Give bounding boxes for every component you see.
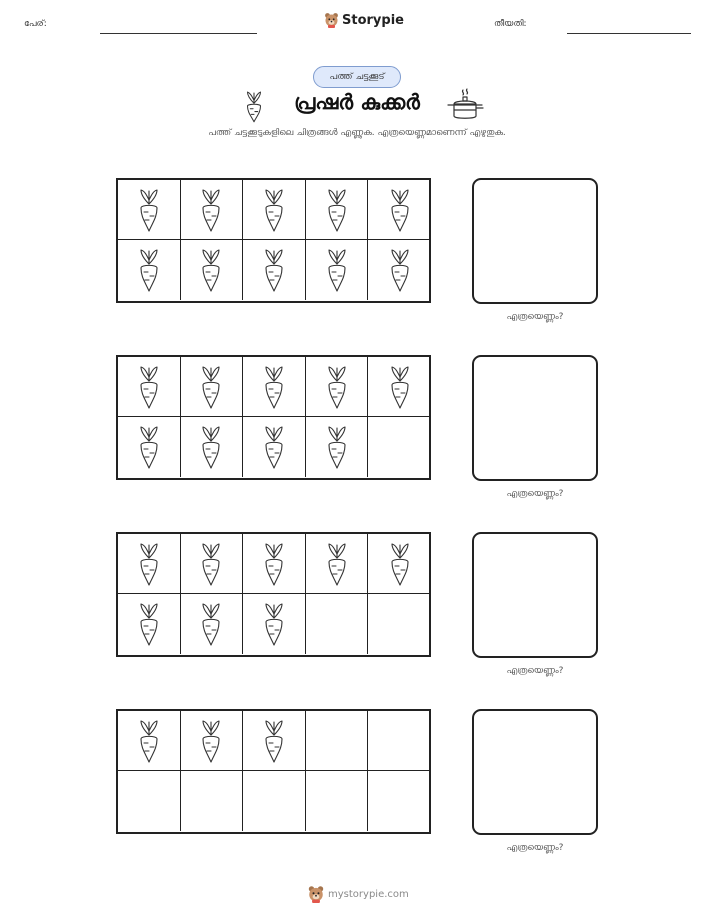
ten-frame-cell	[118, 180, 181, 240]
ten-frame-cell	[118, 771, 181, 831]
ten-frame-cell	[243, 534, 306, 594]
ten-frame-cell	[368, 711, 431, 771]
radish-icon	[135, 424, 163, 470]
radish-icon	[197, 424, 225, 470]
radish-icon	[260, 424, 288, 470]
ten-frame	[116, 355, 431, 480]
answer-box[interactable]	[472, 532, 598, 658]
name-line[interactable]	[100, 33, 257, 34]
ten-frame-cell	[118, 357, 181, 417]
radish-icon	[197, 187, 225, 233]
radish-icon	[135, 541, 163, 587]
radish-icon	[135, 247, 163, 293]
radish-icon	[323, 187, 351, 233]
radish-icon	[386, 364, 414, 410]
ten-frame-cell	[368, 357, 431, 417]
answer-box[interactable]	[472, 709, 598, 835]
ten-frame-cell	[243, 594, 306, 654]
radish-icon	[260, 541, 288, 587]
ten-frame-cell	[368, 534, 431, 594]
radish-icon	[135, 601, 163, 647]
name-label: പേര്:	[24, 19, 47, 29]
pressure-cooker-icon	[445, 86, 485, 122]
radish-icon	[197, 601, 225, 647]
radish-icon	[241, 89, 267, 123]
radish-icon	[386, 187, 414, 233]
ten-frame-cell	[243, 771, 306, 831]
ten-frame-cell	[181, 180, 244, 240]
radish-icon	[135, 718, 163, 764]
radish-icon	[135, 187, 163, 233]
instructions: പത്ത് ചട്ടക്കൂടുകളിലെ ചിത്രങ്ങൾ എണ്ണുക. എത്രയെണ്ണമാണെന്ന് എഴുതുക.	[208, 128, 506, 138]
footer	[307, 885, 409, 903]
ten-frame-cell	[368, 417, 431, 477]
ten-frame-cell	[118, 534, 181, 594]
ten-frame-cell	[306, 417, 369, 477]
date-line[interactable]	[567, 33, 691, 34]
ten-frame	[116, 178, 431, 303]
answer-box[interactable]	[472, 178, 598, 304]
count-question: എത്രയെണ്ണം?	[506, 489, 564, 499]
radish-icon	[197, 364, 225, 410]
ten-frame-cell	[306, 357, 369, 417]
ten-frame-cell	[306, 771, 369, 831]
ten-frame	[116, 532, 431, 657]
ten-frame-cell	[118, 594, 181, 654]
ten-frame-cell	[243, 357, 306, 417]
brand-logo	[324, 12, 404, 28]
ten-frame-cell	[243, 240, 306, 300]
footer-url[interactable]: mystorypie.com	[328, 888, 409, 900]
ten-frame-cell	[181, 417, 244, 477]
ten-frame-cell	[181, 357, 244, 417]
radish-icon	[260, 718, 288, 764]
radish-icon	[323, 247, 351, 293]
radish-icon	[197, 718, 225, 764]
radish-icon	[323, 424, 351, 470]
ten-frame-cell	[306, 180, 369, 240]
count-question: എത്രയെണ്ണം?	[506, 843, 564, 853]
ten-frame-cell	[306, 594, 369, 654]
ten-frame-cell	[181, 240, 244, 300]
ten-frame-cell	[181, 534, 244, 594]
radish-icon	[260, 601, 288, 647]
ten-frame-cell	[368, 240, 431, 300]
ten-frame-cell	[243, 417, 306, 477]
answer-box[interactable]	[472, 355, 598, 481]
date-label: തീയതി:	[494, 19, 527, 29]
ten-frame-cell	[306, 240, 369, 300]
radish-icon	[260, 247, 288, 293]
radish-icon	[135, 364, 163, 410]
radish-icon	[260, 187, 288, 233]
ten-frame-cell	[243, 711, 306, 771]
ten-frame-cell	[118, 240, 181, 300]
ten-frame-cell	[306, 711, 369, 771]
ten-frame-cell	[181, 711, 244, 771]
radish-icon	[386, 541, 414, 587]
ten-frame-cell	[118, 417, 181, 477]
ten-frame-cell	[306, 534, 369, 594]
radish-icon	[323, 364, 351, 410]
ten-frame-cell	[368, 594, 431, 654]
radish-icon	[386, 247, 414, 293]
ten-frame-cell	[181, 594, 244, 654]
ten-frame-cell	[368, 180, 431, 240]
storypie-bear-icon	[307, 885, 325, 903]
count-question: എത്രയെണ്ണം?	[506, 666, 564, 676]
radish-icon	[197, 541, 225, 587]
page-title: പ്രഷർ കുക്കർ	[294, 90, 420, 114]
ten-frame	[116, 709, 431, 834]
radish-icon	[260, 364, 288, 410]
ten-frame-cell	[368, 771, 431, 831]
ten-frame-cell	[243, 180, 306, 240]
radish-icon	[197, 247, 225, 293]
count-question: എത്രയെണ്ണം?	[506, 312, 564, 322]
ten-frame-cell	[118, 711, 181, 771]
topic-badge: പത്ത് ചട്ടക്കൂട്	[313, 66, 401, 88]
storypie-bear-icon	[324, 12, 339, 28]
brand-name: Storypie	[342, 12, 404, 28]
radish-icon	[323, 541, 351, 587]
ten-frame-cell	[181, 771, 244, 831]
